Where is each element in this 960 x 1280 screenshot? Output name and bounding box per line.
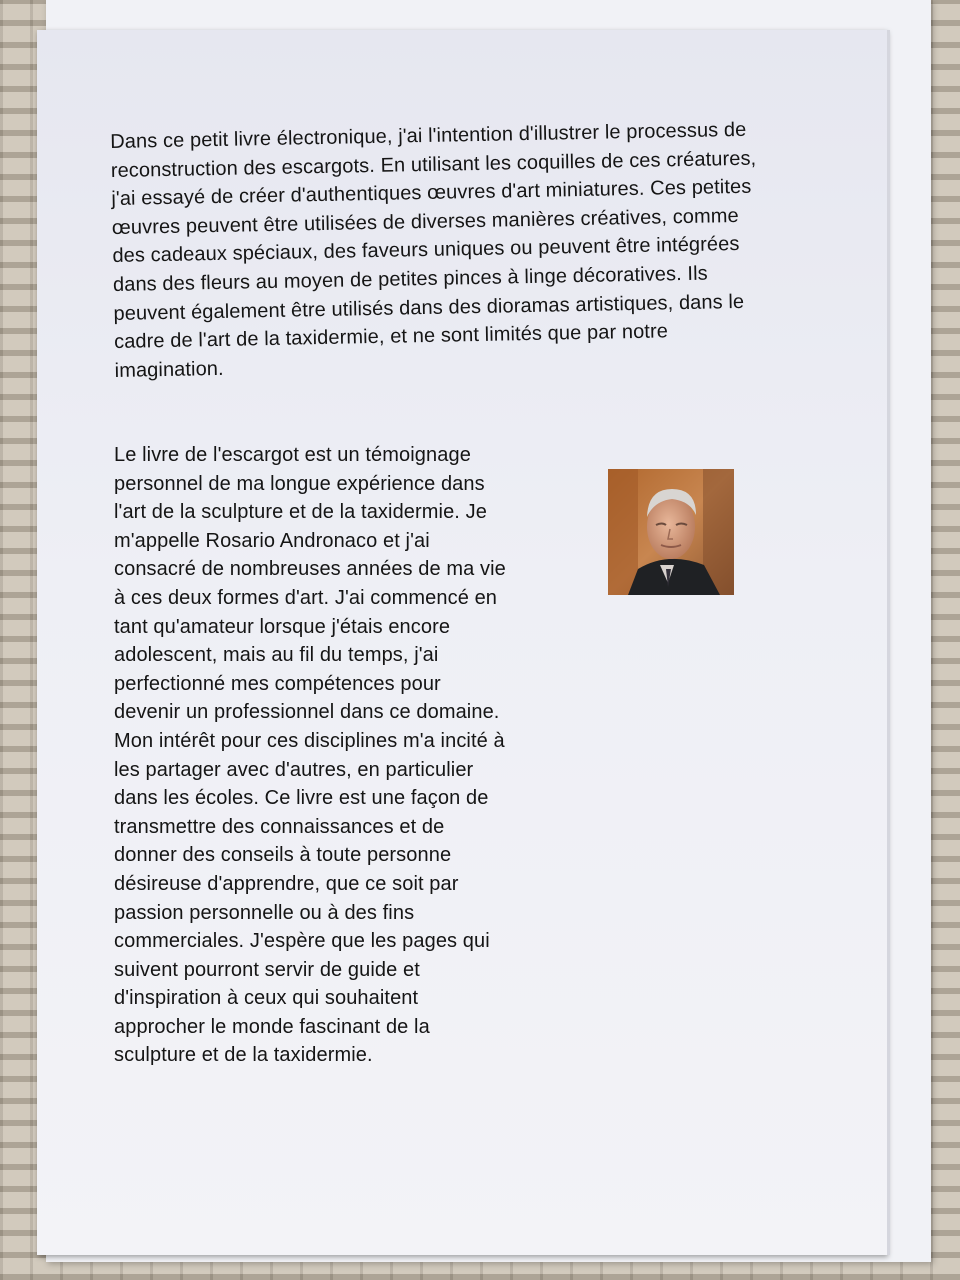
portrait-photo-icon [608,469,734,595]
page-edge [887,30,890,1255]
author-paragraph: Le livre de l'escargot est un témoignage personnel de ma longue expérience dans l'art de la sculpture et de la taxidermie. Je m'appelle Rosario Andronaco et j'ai consacré de nombreuses années de ma vie à ces deux formes d'art. J'ai commencé en tant qu'amateur lorsque j'étais encore adolescent, mais au fil du temps, j'ai perfectionné mes compétences pour devenir un professionnel dans ce domaine. Mon intérêt pour ces disciplines m'a incité à les partager avec d'autres, en particulier dans les écoles. Ce livre est une façon de transmettre des connaissances et de donner des conseils à toute personne désireuse d'apprendre, que ce soit par passion personnelle ou à des fins commerciales. J'espère que les pages qui suivent pourront servir de guide et d'inspiration à ceux qui souhaitent approcher le monde fascinant de la sculpture et de la taxidermie. [114,444,506,1067]
intro-paragraph: Dans ce petit livre électronique, j'ai l'intention d'illustrer le processus de reconstruction des escargots. En utilisant les coquilles de ces créatures, j'ai essayé de créer d'authentiques œuvres d'art miniatures. Ces petites œuvres peuvent être utilisées de diverses manières créatives, comme des cadeaux spéciaux, des faveurs uniques ou peuvent être intégrées dans des fleurs au moyen de petites pinces à linge décoratives. Ils peuvent également être utilisés dans des dioramas artistiques, dans le cadre de l'art de la taxidermie, et ne sont limités que par notre imagination. [110,118,757,382]
author-portrait-photo [608,469,734,595]
